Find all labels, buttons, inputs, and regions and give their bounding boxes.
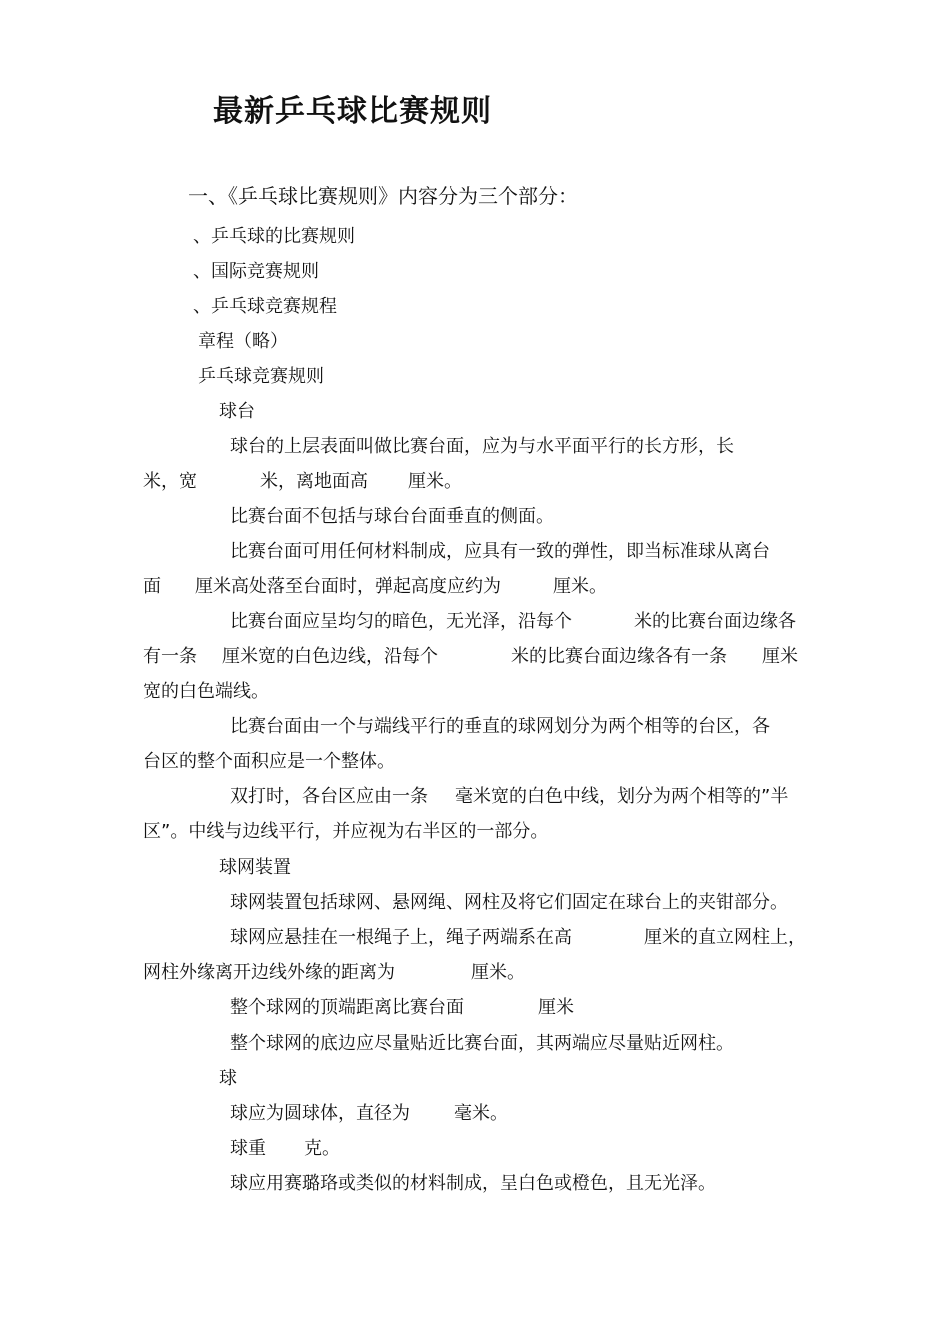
rules-heading: 乒乓球竞赛规则 (198, 366, 324, 387)
table-p4-line1-a: 比赛台面应呈均匀的暗色，无光泽，沿每个 (230, 611, 572, 632)
table-p1-line2-a: 米，宽 (143, 471, 197, 492)
net-p3-a: 整个球网的顶端距离比赛台面 (230, 997, 464, 1018)
part-item-2: 、国际竞赛规则 (193, 261, 319, 282)
table-p4-line1-b: 米的比赛台面边缘各 (634, 611, 796, 632)
net-p3 (143, 996, 823, 1020)
net-p2-line2-b: 厘米。 (471, 962, 525, 983)
table-p6-line1 (143, 785, 823, 809)
net-p2-line1 (143, 926, 823, 950)
table-p6-line1-a: 双打时，各台区应由一条 (230, 786, 428, 807)
table-p4-line3: 宽的白色端线。 (143, 681, 269, 702)
table-p1-line2 (143, 470, 823, 494)
table-p3-line1: 比赛台面可用任何材料制成，应具有一致的弹性，即当标准球从离台 (230, 541, 770, 562)
table-p3-line2-b: 厘米高处落至台面时，弹起高度应约为 (195, 576, 501, 597)
ball-p2-b: 克。 (304, 1138, 340, 1159)
charter-line: 章程（略） (198, 331, 288, 352)
ball-p3: 球应用赛璐珞或类似的材料制成，呈白色或橙色，且无光泽。 (230, 1173, 716, 1194)
table-p1-line1: 球台的上层表面叫做比赛台面，应为与水平面平行的长方形，长 (230, 436, 734, 457)
table-p4-line2-b: 厘米宽的白色边线，沿每个 (222, 646, 438, 667)
ball-p1-a: 球应为圆球体，直径为 (230, 1103, 410, 1124)
table-p6-line2: 区”。中线与边线平行，并应视为右半区的一部分。 (143, 821, 549, 842)
table-p4-line2-d: 厘米 (762, 646, 798, 667)
ball-p1-b: 毫米。 (454, 1103, 508, 1124)
part-item-3: 、乒乓球竞赛规程 (193, 296, 337, 317)
ball-p1 (143, 1102, 823, 1126)
table-p1-line2-b: 米，离地面高 (260, 471, 368, 492)
table-p4-line2-a: 有一条 (143, 646, 197, 667)
table-p5-line1: 比赛台面由一个与端线平行的垂直的球网划分为两个相等的台区，各 (230, 716, 770, 737)
table-p1-line2-c: 厘米。 (408, 471, 462, 492)
table-p3-line2-c: 厘米。 (553, 576, 607, 597)
net-p2-line1-a: 球网应悬挂在一根绳子上，绳子两端系在高 (230, 927, 572, 948)
table-p2: 比赛台面不包括与球台台面垂直的侧面。 (230, 506, 554, 527)
net-p2-line1-b: 厘米的直立网柱上， (644, 927, 806, 948)
table-p3-line2 (143, 575, 823, 599)
table-p4-line2 (143, 645, 823, 669)
table-p4-line2-c: 米的比赛台面边缘各有一条 (511, 646, 727, 667)
ball-p2 (143, 1137, 823, 1161)
net-p2-line2-a: 网柱外缘离开边线外缘的距离为 (143, 962, 395, 983)
table-p3-line2-a: 面 (143, 576, 161, 597)
ball-heading: 球 (219, 1068, 237, 1089)
document-title: 最新乒乓球比赛规则 (213, 94, 492, 129)
net-p2-line2 (143, 961, 823, 985)
table-p4-line1 (143, 610, 823, 634)
table-p5-line2: 台区的整个面积应是一个整体。 (143, 751, 395, 772)
net-p1: 球网装置包括球网、悬网绳、网柱及将它们固定在球台上的夹钳部分。 (230, 892, 788, 913)
part-item-1: 、乒乓球的比赛规则 (193, 226, 355, 247)
table-heading: 球台 (219, 401, 255, 422)
net-p4: 整个球网的底边应尽量贴近比赛台面，其两端应尽量贴近网柱。 (230, 1033, 734, 1054)
intro-line: 一、《乒乓球比赛规则》内容分为三个部分： (188, 184, 578, 208)
table-p6-line1-b: 毫米宽的白色中线，划分为两个相等的”半 (455, 786, 789, 807)
net-p3-b: 厘米 (538, 997, 574, 1018)
net-heading: 球网装置 (219, 857, 291, 878)
ball-p2-a: 球重 (230, 1138, 266, 1159)
